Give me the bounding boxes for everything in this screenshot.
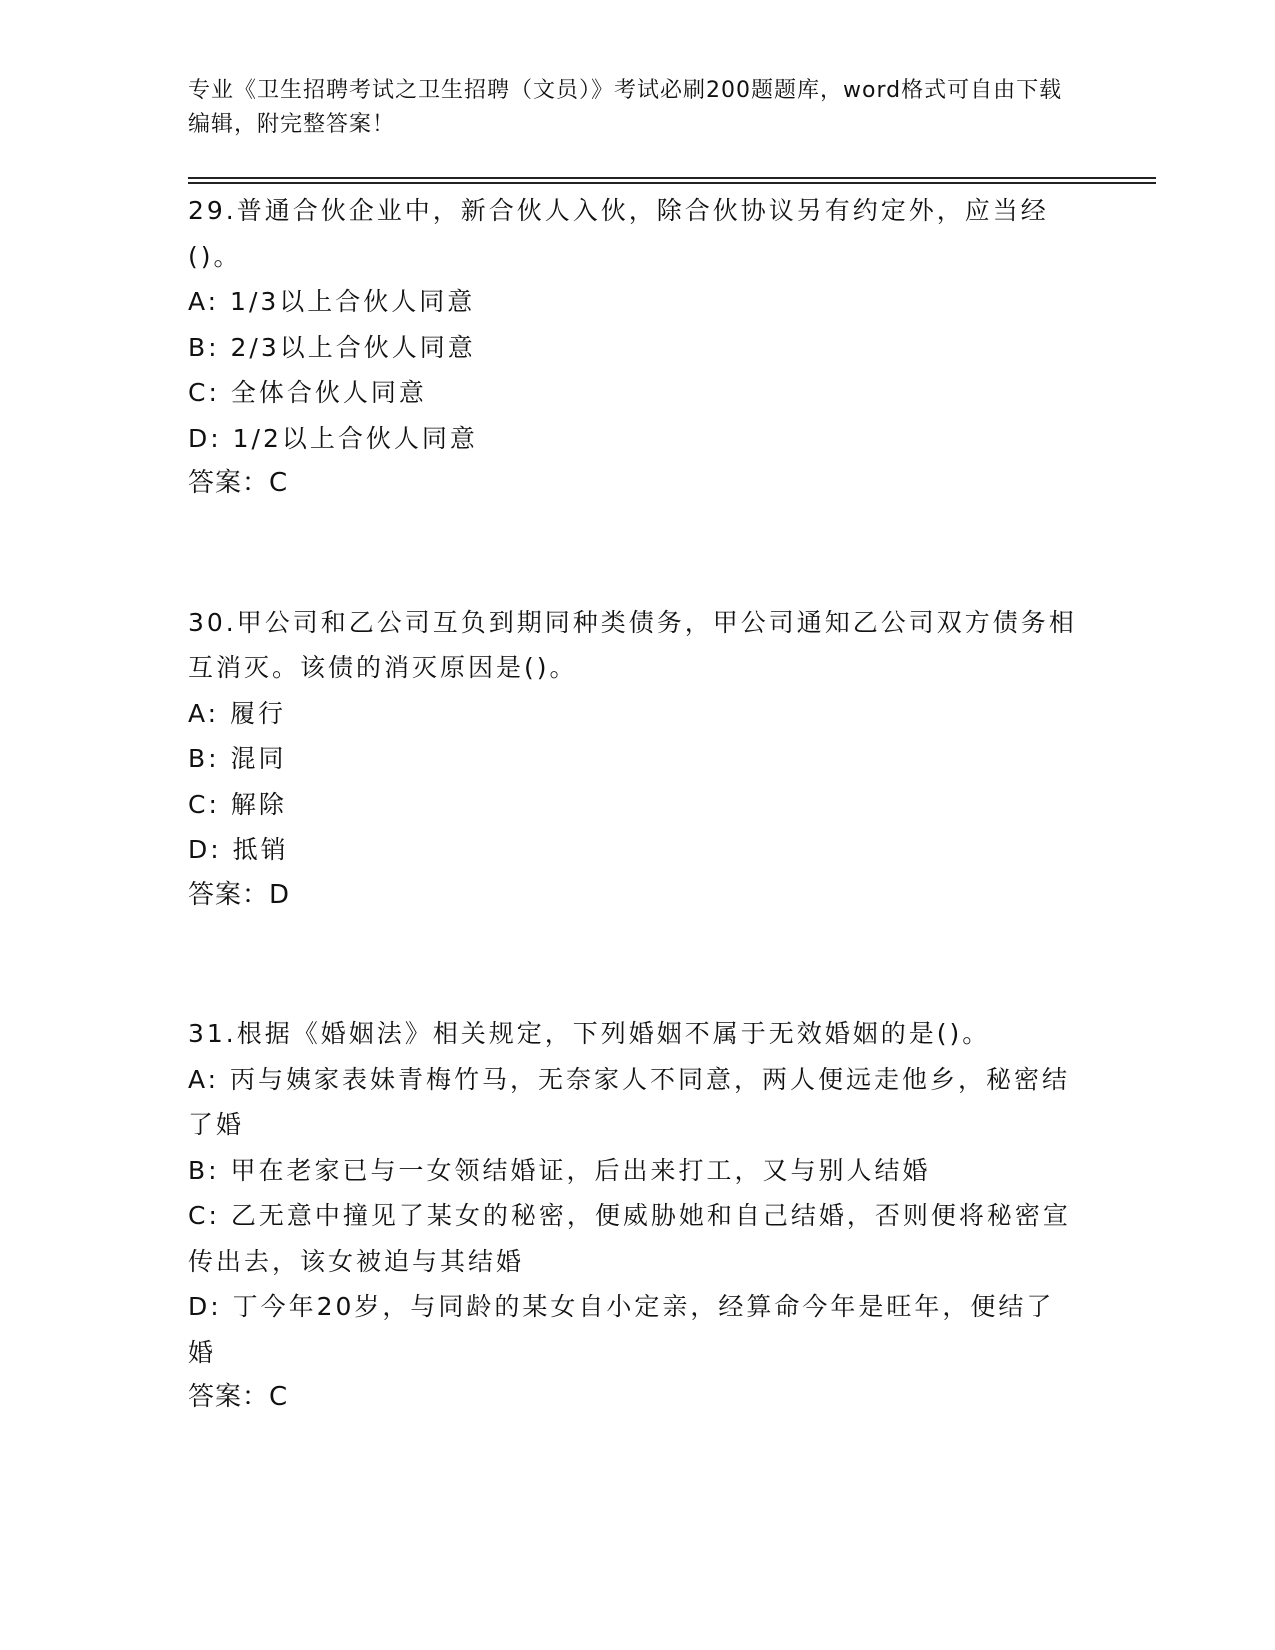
question-29	[188, 188, 1078, 507]
option-d: D: 抵销	[188, 835, 289, 864]
answer: 答案：D	[188, 879, 291, 910]
option-a: A: 履行	[188, 698, 287, 728]
option-b: B: 甲在老家已与一女领结婚证，后出来打工，又与别人结婚	[188, 1155, 931, 1185]
answer: 答案：C	[188, 1382, 289, 1412]
option-d: D: 1/2以上合伙人同意	[188, 423, 478, 453]
option-c: C: 全体合伙人同意	[188, 378, 427, 407]
option-a: A: 丙与姨家表妹青梅竹马，无奈家人不同意，两人便远走他乡，秘密结了婚	[188, 1064, 1071, 1139]
question-stem: 29.普通合伙企业中，新合伙人入伙，除合伙协议另有约定外，应当经()。	[188, 196, 1049, 271]
header-divider-bottom	[188, 182, 1156, 184]
question-31	[188, 1011, 1078, 1421]
header-divider-top	[188, 177, 1156, 179]
question-spacer	[188, 507, 1078, 600]
option-c: C: 解除	[188, 789, 287, 819]
option-b: B: 混同	[188, 744, 287, 773]
answer: 答案：C	[188, 468, 289, 498]
question-stem: 30.甲公司和乙公司互负到期同种类债务，甲公司通知乙公司双方债务相互消灭。该债的消灭原因是()。	[188, 607, 1077, 682]
document-header: 专业《卫生招聘考试之卫生招聘（文员）》考试必刷200题题库，word格式可自由下载编辑，附完整答案！	[188, 78, 1063, 137]
question-30	[188, 600, 1078, 919]
option-d: D: 丁今年20岁，与同龄的某女自小定亲，经算命今年是旺年，便结了婚	[188, 1292, 1055, 1367]
question-spacer	[188, 918, 1078, 1011]
question-list	[188, 188, 1078, 1421]
option-c: C: 乙无意中撞见了某女的秘密，便威胁她和自己结婚，否则便将秘密宣传出去，该女被迫与其结婚	[188, 1201, 1071, 1276]
option-b: B: 2/3以上合伙人同意	[188, 332, 476, 362]
option-a: A: 1/3以上合伙人同意	[188, 287, 476, 316]
question-stem: 31.根据《婚姻法》相关规定，下列婚姻不属于无效婚姻的是()。	[188, 1019, 991, 1048]
